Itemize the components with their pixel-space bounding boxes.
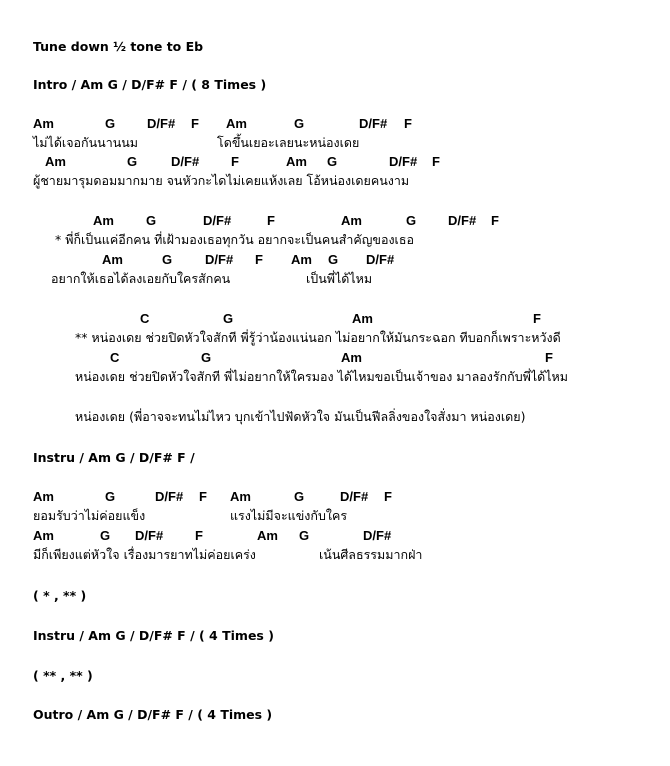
chord: Am xyxy=(33,116,54,131)
chord: G xyxy=(299,528,310,543)
chord: G xyxy=(105,116,116,131)
chord: G xyxy=(105,489,116,504)
chord: Am xyxy=(291,252,312,267)
chord: G xyxy=(223,311,234,326)
lyric-line: เป็นพี่ได้ไหม xyxy=(306,271,373,286)
chord: Am xyxy=(230,489,251,504)
chord: D/F# xyxy=(171,154,200,169)
chord: D/F# xyxy=(448,213,477,228)
chord: D/F# xyxy=(203,213,232,228)
chord: Am xyxy=(226,116,247,131)
chord: G xyxy=(127,154,138,169)
chord: F xyxy=(199,489,207,504)
chord: Am xyxy=(352,311,373,326)
chord: G xyxy=(327,154,338,169)
chord: G xyxy=(162,252,173,267)
chord: G xyxy=(328,252,339,267)
chord: F xyxy=(384,489,392,504)
chord: D/F# xyxy=(340,489,369,504)
chord: D/F# xyxy=(363,528,392,543)
chord: Am xyxy=(33,489,54,504)
lyric-line: อยากให้เธอได้ลงเอยกับใครสักคน xyxy=(51,271,231,286)
lyric-line: เน้นศีลธรรมมากฝ่า xyxy=(319,547,423,562)
lyric-line: หน่องเดย (พี่อาจจะทนไม่ไหว บุกเข้าไปฟัดหัวใจ มันเป็นฟีลลิ่งของใจสั่งมา หน่องเดย) xyxy=(75,409,526,424)
chord: D/F# xyxy=(366,252,395,267)
lyric-line: ยอมรับว่าไม่ค่อยแข็ง xyxy=(33,508,146,523)
chord: D/F# xyxy=(155,489,184,504)
chord: D/F# xyxy=(359,116,388,131)
chord: F xyxy=(267,213,275,228)
chord: G xyxy=(146,213,157,228)
chord: G xyxy=(294,116,305,131)
chord: G xyxy=(406,213,417,228)
chord: D/F# xyxy=(135,528,164,543)
outro-line: Outro / Am G / D/F# F / ( 4 Times ) xyxy=(33,707,273,722)
chord: F xyxy=(545,350,553,365)
chord: Am xyxy=(341,350,362,365)
intro-line: Intro / Am G / D/F# F / ( 8 Times ) xyxy=(33,77,267,92)
chord: C xyxy=(110,350,120,365)
chord: F xyxy=(195,528,203,543)
lyric-line: โดขึ้นเยอะเลยนะหน่องเดย xyxy=(217,135,360,150)
chord: F xyxy=(533,311,541,326)
chord: Am xyxy=(286,154,307,169)
lyric-line: * พี่ก็เป็นแค่อีกคน ที่เฝ้ามองเธอทุกวัน อยากจะเป็นคนสำคัญของเธอ xyxy=(55,232,414,247)
chord: Am xyxy=(45,154,66,169)
chord: Am xyxy=(33,528,54,543)
chord: F xyxy=(491,213,499,228)
chord: F xyxy=(191,116,199,131)
chord: Am xyxy=(257,528,278,543)
lyric-line: ** หน่องเดย ช่วยปิดหัวใจสักที พี่รู้ว่าน้องแน่นอก ไม่อยากให้มันกระฉอก ทีบอกก็เพราะหวังดี xyxy=(75,330,561,345)
chord: Am xyxy=(341,213,362,228)
lyric-line: หน่องเดย ช่วยปิดหัวใจสักที พี่ไม่อยากให้ใครมอง ได้ไหมขอเป็นเจ้าของ มาลองรักกับพี่ได้ไหม xyxy=(75,369,569,384)
chord: F xyxy=(432,154,440,169)
instru-line: Instru / Am G / D/F# F / xyxy=(33,450,195,465)
instru-line: Instru / Am G / D/F# F / ( 4 Times ) xyxy=(33,628,274,643)
lyric-line: แรงไม่มีจะแข่งกับใคร xyxy=(230,508,348,523)
chord: C xyxy=(140,311,150,326)
chord: F xyxy=(231,154,239,169)
lyric-line: มีก็เพียงแต่หัวใจ เรื่องมารยาทไม่ค่อยเคร่ง xyxy=(33,547,256,562)
lyric-line: ผู้ชายมารุมดอมมากมาย จนหัวกะไดไม่เคยแห้งเลย โอ้หน่องเดยคนงาม xyxy=(33,173,410,188)
chord: F xyxy=(255,252,263,267)
chord: G xyxy=(100,528,111,543)
chord: D/F# xyxy=(389,154,418,169)
repeat-marker: ( * , ** ) xyxy=(33,588,87,603)
repeat-marker: ( ** , ** ) xyxy=(33,668,93,683)
chord: F xyxy=(404,116,412,131)
chord: G xyxy=(294,489,305,504)
lyric-line: ไม่ได้เจอกันนานนม xyxy=(33,135,139,150)
chord: D/F# xyxy=(147,116,176,131)
tuning-note: Tune down ½ tone to Eb xyxy=(33,39,204,54)
chord: D/F# xyxy=(205,252,234,267)
chord: Am xyxy=(102,252,123,267)
chord: G xyxy=(201,350,212,365)
chord: Am xyxy=(93,213,114,228)
